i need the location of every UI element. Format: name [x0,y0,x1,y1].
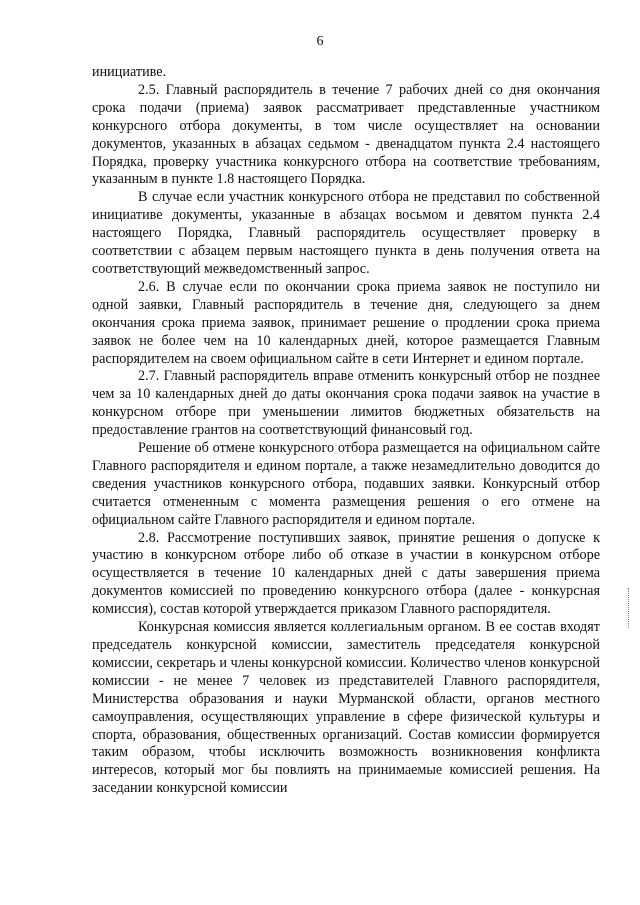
page-number: 6 [316,34,324,49]
paragraph-2-8-commission: Конкурсная комиссия является коллегиальным органом. В ее состав входят председатель конкурсной комиссии, заместитель председателя конкурсной комиссии, секретарь и члены конкурсной комиссии. Количество членов конкурсной комиссии - не менее 7 человек из представителей Главного распорядителя, Министерства образования и науки Мурманской области, органов местного самоуправления, осуществляющих управление в сфере физической культуры и спорта, образования, общественных организаций. Состав комиссии формируется таким образом, чтобы исключить возможность возникновения конфликта интересов, который мог бы повлиять на принимаемые комиссией решения. На заседании конкурсной комиссии [92,619,600,797]
paragraph-continuation: инициативе. [92,64,167,80]
scan-edge-mark [628,588,631,628]
paragraph-2-7: 2.7. Главный распорядитель вправе отменить конкурсный отбор не позднее чем за 10 календарных дней до даты окончания срока подачи заявок на участие в конкурсном отборе при уменьшении лимитов бюджетных обязательств на предоставление грантов на соответствующий финансовый год. [92,368,600,439]
paragraph-2-7-continued: Решение об отмене конкурсного отбора размещается на официальном сайте Главного распорядителя и едином портале, а также незамедлительно доводится до сведения участников конкурсного отбора, подавших заявки. Конкурсный отбор считается отмененным с момента размещения решения о его отмене на официальном сайте Главного распорядителя и едином портале. [92,440,600,528]
document-body [92,64,600,798]
paragraph-2-6: 2.6. В случае если по окончании срока приема заявок не поступило ни одной заявки, Главный распорядитель в течение дня, следующего за днем окончания срока приема заявок, принимает решение о продлении срока приема заявок не более чем на 10 календарных дней, которое размещается Главным распорядителем на своем официальном сайте в сети Интернет и едином портале. [92,278,600,367]
paragraph-2-5: 2.5. Главный распорядитель в течение 7 рабочих дней со дня окончания срока подачи (приема) заявок рассматривает представленные участником конкурсного отбора документы, в том числе осуществляет на основании документов, указанных в абзацах седьмом - двенадцатом пункта 2.4 настоящего Порядка, проверку участника конкурсного отбора на соответствие требованиям, указанным в пункте 1.8 настоящего Порядка. [92,81,600,188]
paragraph-2-8: 2.8. Рассмотрение поступивших заявок, принятие решения о допуске к участию в конкурсном отборе либо об отказе в участии в конкурсном отборе осуществляется в течение 10 календарных дней с даты завершения приема документов комиссией по проведению конкурсного отбора (далее - конкурсная комиссия), состав которой утверждается приказом Главного распорядителя. [92,529,600,618]
paragraph-2-5-continued: В случае если участник конкурсного отбора не представил по собственной инициативе документы, указанные в абзацах восьмом и девятом пункта 2.4 настоящего Порядка, Главный распорядитель осуществляет проверку в соответствии с абзацем первым настоящего пункта в день получения ответа на соответствующий межведомственный запрос. [92,189,600,277]
